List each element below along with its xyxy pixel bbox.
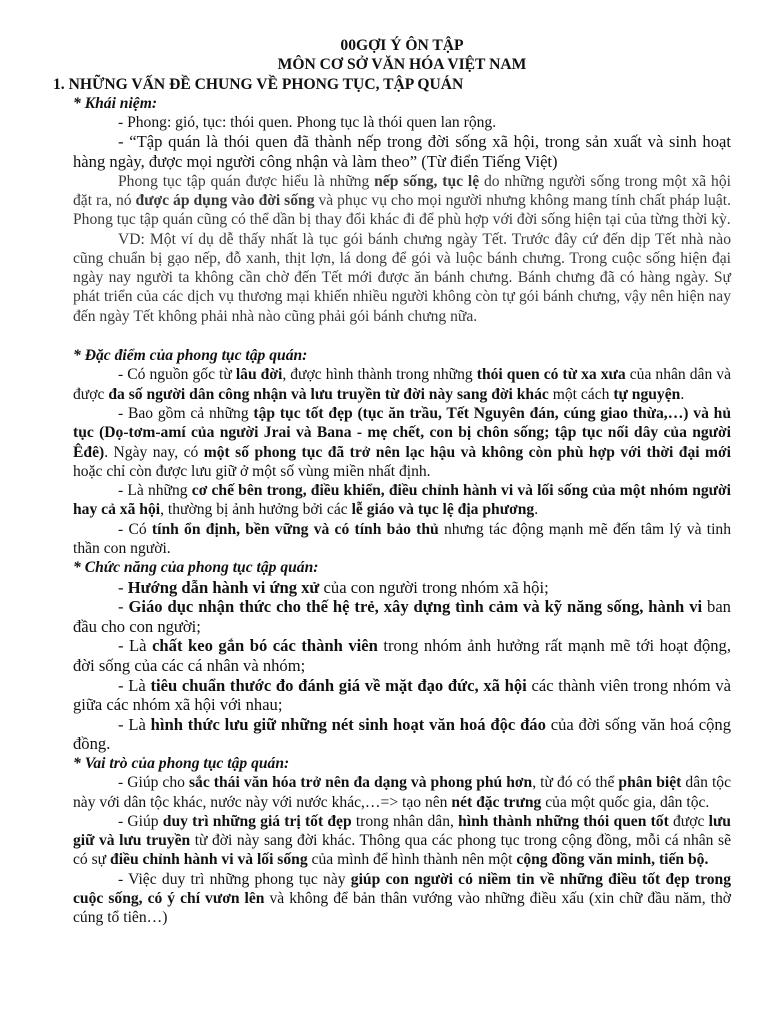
text-run: - Là <box>118 675 151 695</box>
doc-title-line1: 00GỢI Ý ÔN TẬP <box>340 37 464 54</box>
chuc-nang-para-4 <box>73 676 731 715</box>
vai-tro-label: * Vai trò của phong tục tập quán: <box>73 754 290 772</box>
bold-text-run: tiêu chuẩn thước đo đánh giá về mặt đạo đức, xã hội <box>150 675 527 695</box>
dac-diem-para-2 <box>73 404 731 481</box>
bold-text-run: tính ổn định, bền vững và có tính bảo thủ <box>151 520 439 538</box>
bold-text-run: thói quen có từ xa xưa <box>476 366 626 384</box>
chuc-nang-para-5 <box>73 715 731 754</box>
text-run: được <box>668 812 709 830</box>
bold-text-run: hình thành những thói quen tốt <box>458 812 669 830</box>
text-run: do những người sống trong một xã hội đặt ra, nó <box>73 172 731 209</box>
text-run: - <box>118 577 128 597</box>
doc-title-line2: MÔN CƠ SỞ VĂN HÓA VIỆT NAM <box>277 56 527 74</box>
khai-niem-para-2: - “Tập quán là thói quen đã thành nếp trong đời sống xã hội, trong sản xuất và sinh hoạt hàng ngày, được mọi người công nhận và làm theo” (Từ điển Tiếng Việt) <box>73 132 731 172</box>
text-run: - Việc duy trì những phong tục này <box>118 870 351 888</box>
text-run: của một quốc gia, dân tộc. <box>541 793 710 811</box>
bold-text-run: một số phong tục đã trở nên lạc hậu và không còn phù hợp với thời đại mới <box>203 443 732 461</box>
text-run: , được hình thành trong những <box>282 366 477 384</box>
bold-text-run: chất keo gắn bó các thành viên <box>152 636 378 656</box>
text-run: . Ngày nay, có <box>104 443 204 461</box>
bold-text-run: Hướng dẫn hành vi ứng xử <box>127 577 320 597</box>
text-run: Phong tục tập quán được hiểu là những <box>118 172 375 190</box>
khai-niem-para-3 <box>73 172 731 230</box>
text-run: và không để bản thân vướng vào những điều xấu (xin chữ đầu năm, thờ cúng tổ tiên…) <box>73 890 731 927</box>
bold-text-run: nét đặc trưng <box>451 793 542 811</box>
vai-tro-para-2 <box>73 812 731 870</box>
khai-niem-example: VD: Một ví dụ dễ thấy nhất là tục gói bánh chưng ngày Tết. Trước đây cứ đến dịp Tết nhà nào cũng chuẩn bị gạo nếp, đỗ xanh, thịt lợn, lá dong để gói và luộc bánh chưng. Trong cuộc sống hiện đại ngày nay người ta không cần chờ đến Tết mới được ăn bánh chưng. Bánh chưng đã có hàng ngày. Sự phát triển của các dịch vụ thương mại khiến nhiều người không còn tự gói bánh chưng, vậy nên hiện nay đến ngày Tết không phải nhà nào cũng phải gói bánh chưng nữa. <box>73 230 731 325</box>
text-run: - Giúp <box>118 812 163 830</box>
bold-text-run: giúp con người có niềm tin về những điều tốt đẹp trong cuộc sống, có ý chí vươn lên <box>73 870 731 908</box>
text-run: một cách <box>548 385 614 403</box>
text-run: . <box>534 501 539 519</box>
bold-text-run: tự nguyện <box>613 385 681 403</box>
text-run: - Bao gồm cả những <box>118 404 254 422</box>
text-run: từ đời này sang đời khác. Thông qua các phong tục trong cộng đồng, mỗi cá nhân sẽ có sự <box>73 832 731 869</box>
chuc-nang-para-3 <box>73 636 731 675</box>
bold-text-run: nếp sống, tục lệ <box>374 172 480 190</box>
text-run: - Là những <box>118 482 192 500</box>
text-run: của nhân dân và được <box>73 366 732 403</box>
text-run: của con người trong nhóm xã hội; <box>319 577 549 597</box>
text-run: hoặc chỉ còn được lưu giữ ở một số vùng miền nhất định. <box>73 462 431 480</box>
bold-text-run: lễ giáo và tục lệ địa phương <box>351 501 535 519</box>
chuc-nang-label: * Chức năng của phong tục tập quán: <box>73 559 319 577</box>
chuc-nang-para-2 <box>73 597 731 636</box>
bold-text-run: điều chỉnh hành vi và lối sống <box>110 851 308 869</box>
bold-text-run: tập tục tốt đẹp (tục ăn trầu, Tết Nguyên đán, cúng giao thừa,…) và hủ tục (Dọ-tơm-amí của người Jrai và Bana - mẹ chết, con bị chôn sống; tập tục nối dây của người Êđê) <box>73 404 731 461</box>
text-run: - Là <box>118 636 153 656</box>
vai-tro-para-1 <box>73 773 731 812</box>
bold-text-run: phân biệt <box>618 774 682 792</box>
text-run: , từ đó có thể <box>532 774 619 792</box>
bold-text-run: lưu giữ và lưu truyền <box>73 812 731 850</box>
chuc-nang-para-1 <box>73 578 731 598</box>
text-run: nhưng tác động mạnh mẽ đến tâm lý và tinh thần con người. <box>73 520 732 558</box>
bold-text-run: sắc thái văn hóa trở nên đa dạng và phong phú hơn <box>188 774 533 792</box>
section-heading-1: 1. NHỮNG VẤN ĐỀ CHUNG VỀ PHONG TỤC, TẬP QUÁN <box>53 75 464 93</box>
text-run: - Có <box>118 520 152 538</box>
spacer <box>73 326 731 346</box>
text-run: - Là <box>118 714 151 734</box>
dac-diem-para-3 <box>73 481 731 520</box>
bold-text-run: đa số người dân công nhận và lưu truyền từ đời này sang đời khác <box>108 385 549 403</box>
text-run: các thành viên trong nhóm và giữa các nhóm xã hội với nhau; <box>73 675 731 715</box>
bold-text-run: cộng đồng văn minh, tiến bộ. <box>516 851 709 869</box>
vai-tro-para-3 <box>73 870 731 928</box>
bold-text-run: lâu đời <box>235 366 283 384</box>
khai-niem-label: * Khái niệm: <box>73 94 158 112</box>
bold-text-run: cơ chế bên trong, điều khiển, điều chỉnh hành vi và lối sống của một nhóm người hay cả xã hội <box>73 482 731 519</box>
text-run: dân tộc này với dân tộc khác, nước này với nước khác,…=> tạo nên <box>73 774 731 811</box>
text-run: trong nhân dân, <box>351 812 459 830</box>
bold-text-run: duy trì những giá trị tốt đẹp <box>162 812 352 830</box>
text-run: . <box>680 385 685 403</box>
text-run: của mình để hình thành nên một <box>307 851 517 869</box>
text-run: và phục vụ cho mọi người nhưng không mang tính chất pháp luật. Phong tục tập quán cũng có thể dần bị thay đổi khác đi để phù hợp với đời sống hiện tại của từng thời kỳ. <box>73 191 731 229</box>
dac-diem-para-1 <box>73 365 731 404</box>
bold-text-run: được áp dụng vào đời sống <box>135 191 315 209</box>
bold-text-run: Giáo dục nhận thức cho thế hệ trẻ, xây dựng tình cảm và kỹ năng sống, hành vi <box>128 597 703 617</box>
dac-diem-label: * Đặc điểm của phong tục tập quán: <box>73 347 308 365</box>
text-run: của đời sống văn hoá cộng đồng. <box>73 714 731 754</box>
text-run: ban đầu cho con người; <box>73 597 731 636</box>
bold-text-run: hình thức lưu giữ những nét sinh hoạt văn hoá độc đáo <box>150 714 546 734</box>
text-run: - Có nguồn gốc từ <box>118 366 236 384</box>
khai-niem-para-1: - Phong: gió, tục: thói quen. Phong tục là thói quen lan rộng. <box>118 114 497 132</box>
text-run: - <box>118 597 129 617</box>
dac-diem-para-4 <box>73 520 731 559</box>
text-run: - Giúp cho <box>118 774 189 792</box>
text-run: , thường bị ảnh hưởng bởi các <box>160 501 352 519</box>
text-run: trong nhóm ảnh hưởng rất mạnh mẽ tới hoạt động, đời sống của các cá nhân và nhóm; <box>73 636 731 675</box>
